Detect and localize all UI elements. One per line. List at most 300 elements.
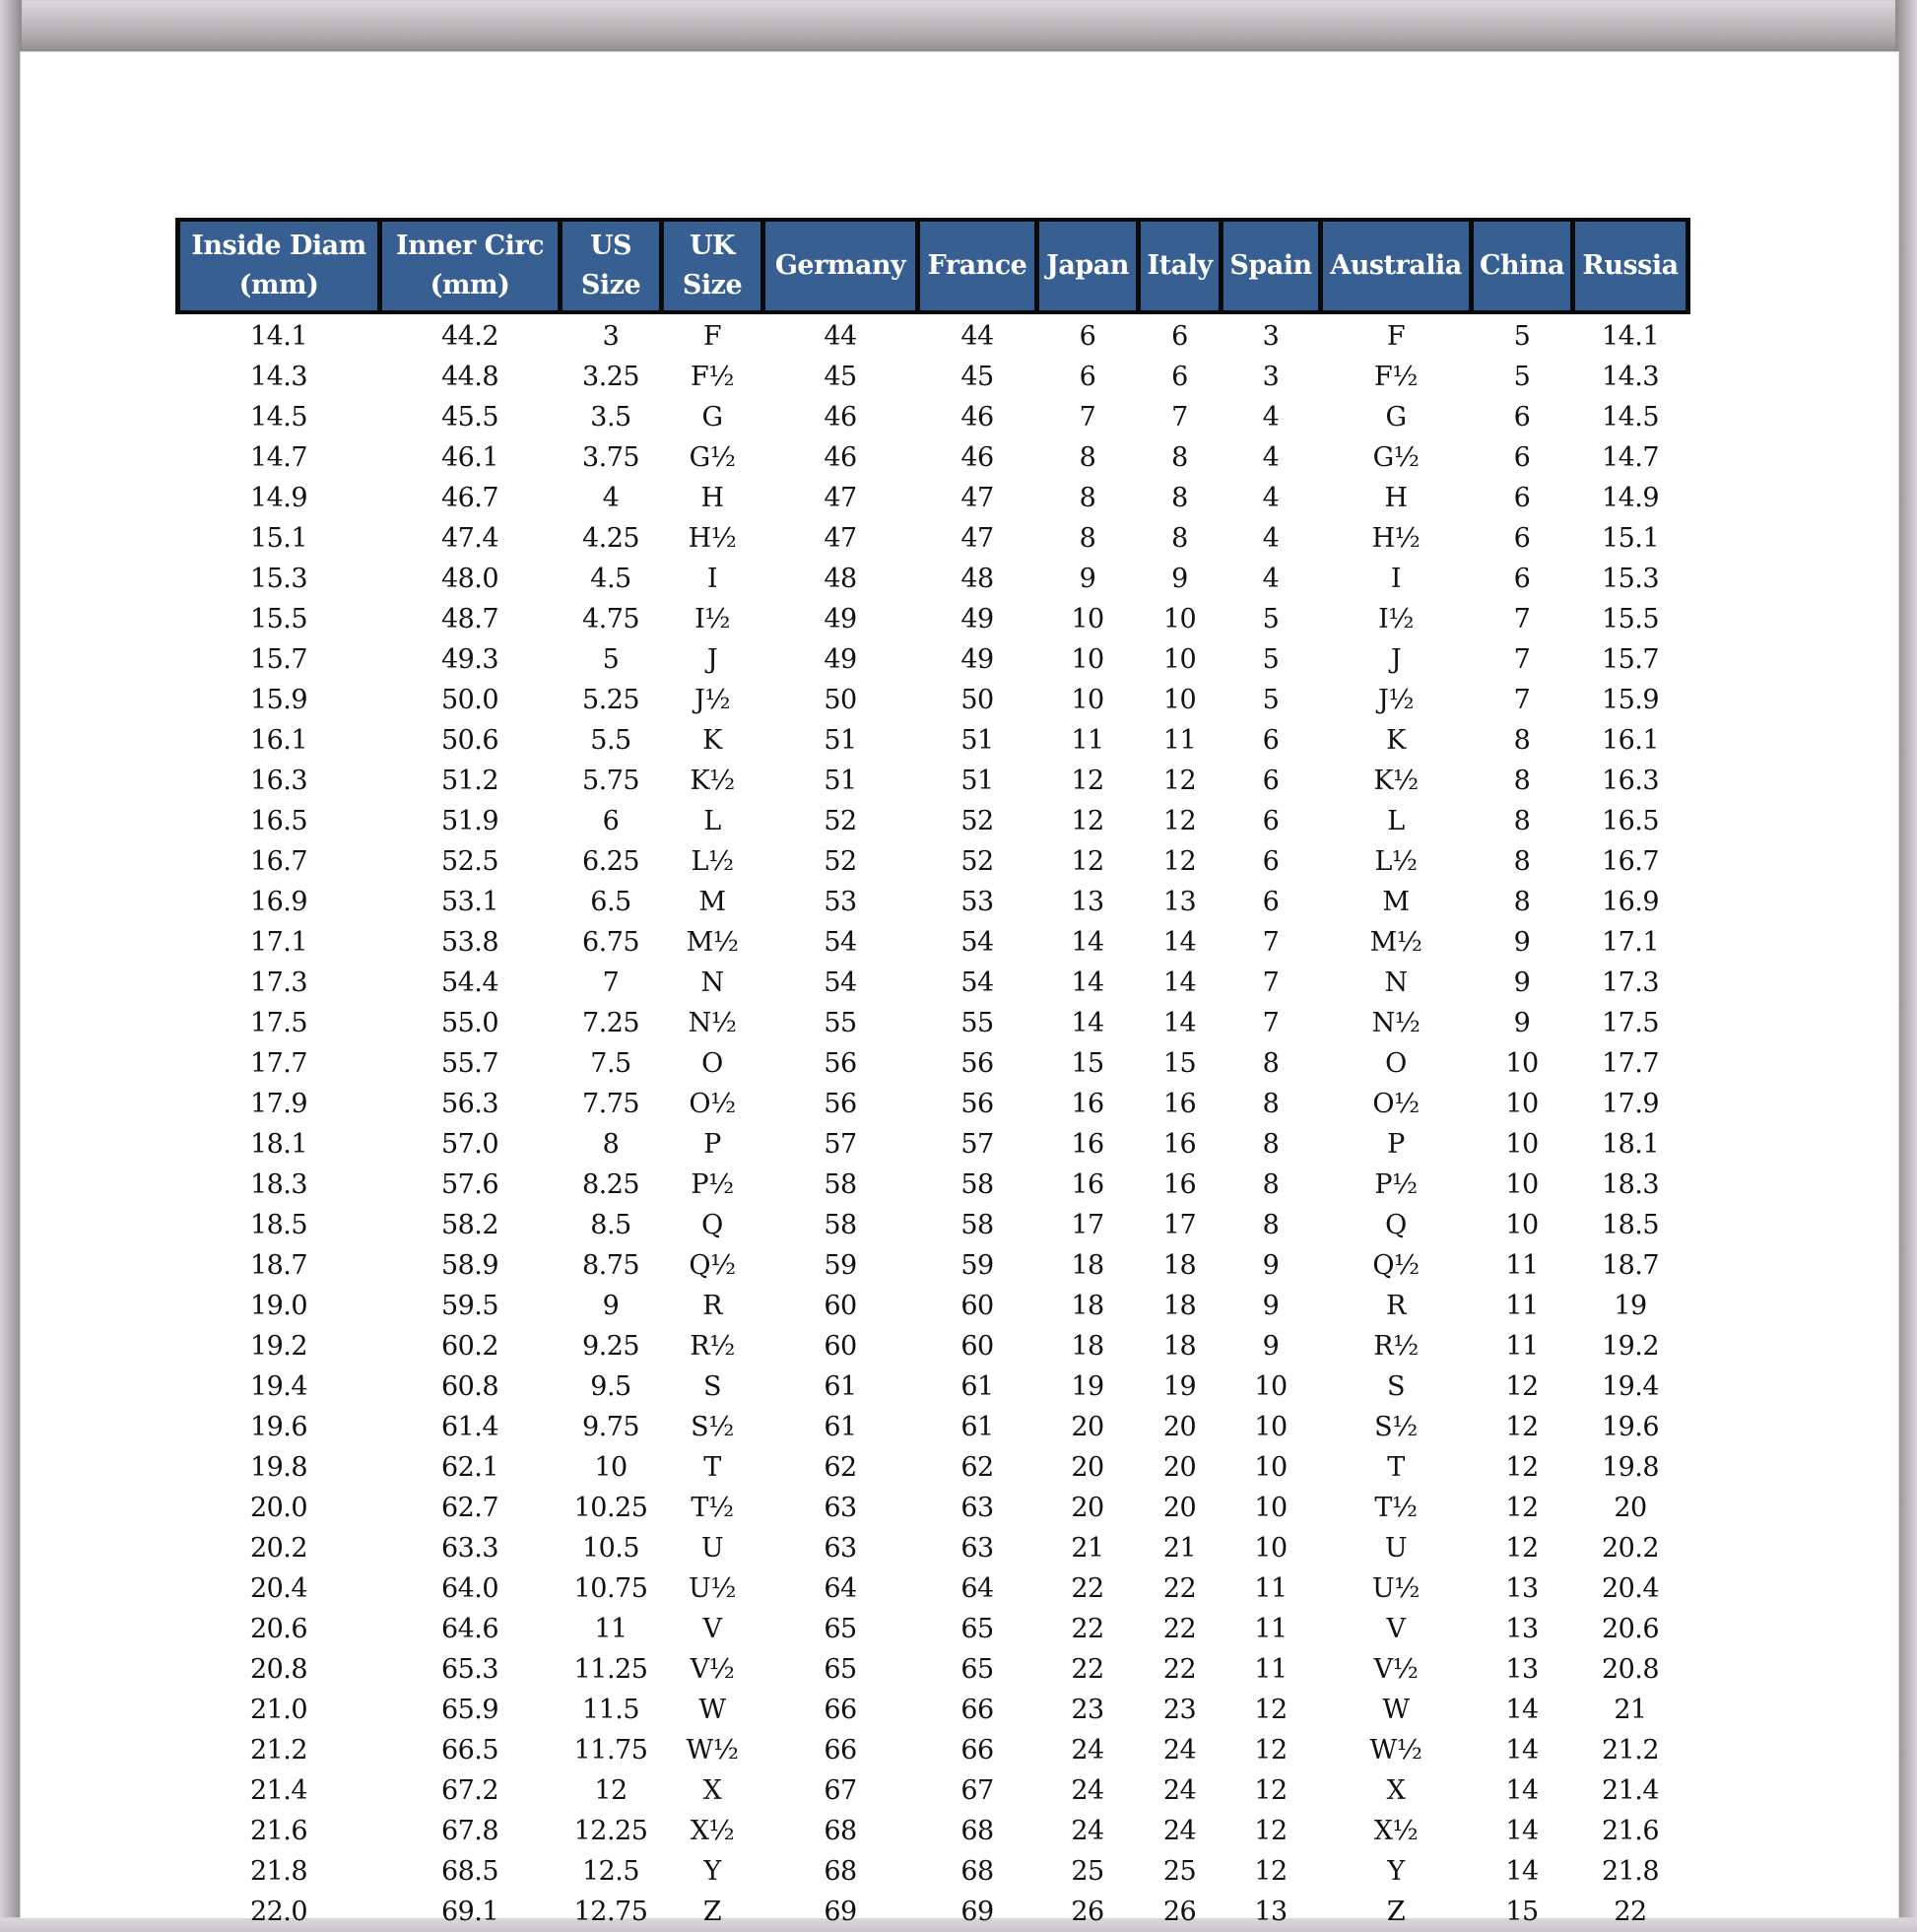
cell-uk-size: P [703, 1129, 721, 1160]
cell-germany: 47 [824, 523, 857, 554]
cell-italy: 8 [1171, 442, 1188, 473]
column-header-line1: Inside Diam [191, 231, 366, 261]
cell-us-size: 4.5 [590, 564, 631, 594]
cell-russia: 15.7 [1601, 644, 1660, 675]
cell-inside-diam: 21.6 [249, 1816, 308, 1846]
cell-germany: 47 [824, 483, 857, 513]
cell-uk-size: I [706, 564, 718, 594]
column-header-line1: Germany [774, 250, 906, 281]
cell-uk-size: O½ [689, 1089, 736, 1119]
cell-france: 56 [960, 1089, 994, 1119]
column-header-line1: Russia [1582, 250, 1679, 281]
cell-russia: 14.5 [1601, 402, 1660, 433]
cell-inside-diam: 16.9 [249, 887, 308, 917]
cell-china: 6 [1513, 483, 1531, 513]
cell-russia: 19.4 [1601, 1371, 1660, 1402]
cell-us-size: 4.75 [581, 604, 640, 634]
ring-size-table [175, 218, 1690, 1932]
cell-spain: 11 [1254, 1573, 1288, 1604]
cell-uk-size: R½ [690, 1331, 735, 1362]
table-row [178, 1609, 1688, 1649]
cell-germany: 67 [824, 1775, 857, 1806]
cell-inside-diam: 20.2 [249, 1533, 308, 1564]
page-shadow-left [0, 0, 22, 1917]
cell-us-size: 11 [594, 1614, 628, 1644]
cell-china: 14 [1505, 1775, 1539, 1806]
column-header-line2: (mm) [430, 270, 510, 300]
cell-france: 60 [960, 1331, 994, 1362]
cell-us-size: 3 [602, 321, 620, 352]
table-body [178, 312, 1688, 1932]
cell-inner-circ: 45.5 [440, 402, 499, 433]
cell-russia: 16.5 [1601, 806, 1660, 836]
cell-inner-circ: 50.6 [440, 725, 499, 756]
table-row [178, 312, 1688, 357]
cell-china: 8 [1513, 887, 1531, 917]
cell-uk-size: H½ [688, 523, 737, 554]
cell-spain: 10 [1254, 1533, 1288, 1564]
column-header-italy [1139, 220, 1222, 312]
cell-inner-circ: 46.1 [440, 442, 499, 473]
cell-australia: F [1386, 321, 1406, 352]
cell-inner-circ: 56.3 [440, 1089, 499, 1119]
table-row [178, 720, 1688, 761]
cell-spain: 11 [1254, 1614, 1288, 1644]
cell-inner-circ: 58.2 [440, 1210, 499, 1240]
cell-italy: 22 [1162, 1614, 1197, 1644]
column-header-inner-circ [380, 220, 561, 312]
cell-australia: M½ [1369, 927, 1422, 958]
cell-china: 6 [1513, 564, 1531, 594]
cell-russia: 16.3 [1601, 766, 1660, 796]
cell-us-size: 12.75 [573, 1897, 648, 1927]
cell-us-size: 12 [594, 1775, 628, 1806]
cell-italy: 10 [1162, 644, 1197, 675]
cell-spain: 9 [1262, 1250, 1280, 1281]
cell-china: 9 [1513, 927, 1531, 958]
cell-france: 65 [960, 1614, 994, 1644]
cell-italy: 21 [1162, 1533, 1197, 1564]
cell-australia: R [1386, 1291, 1406, 1321]
cell-germany: 56 [824, 1048, 857, 1079]
cell-inside-diam: 15.9 [249, 685, 308, 715]
cell-germany: 62 [824, 1452, 857, 1483]
cell-us-size: 5 [602, 644, 620, 675]
column-header-line2: Size [580, 270, 641, 300]
cell-australia: H [1384, 483, 1408, 513]
cell-japan: 20 [1071, 1452, 1104, 1483]
cell-france: 56 [960, 1048, 994, 1079]
table-row [178, 801, 1688, 841]
cell-uk-size: M [698, 887, 726, 917]
cell-france: 51 [960, 766, 994, 796]
cell-inner-circ: 48.7 [440, 604, 499, 634]
column-header-line2: (mm) [238, 270, 319, 300]
cell-china: 8 [1513, 806, 1531, 836]
cell-china: 11 [1505, 1250, 1539, 1281]
column-header-line1: Spain [1229, 250, 1312, 281]
cell-italy: 14 [1162, 967, 1197, 998]
cell-uk-size: W½ [686, 1735, 739, 1765]
cell-france: 60 [960, 1291, 994, 1321]
cell-italy: 12 [1162, 846, 1197, 877]
cell-japan: 16 [1071, 1089, 1104, 1119]
cell-inside-diam: 17.7 [249, 1048, 308, 1079]
cell-russia: 22 [1614, 1897, 1647, 1927]
cell-italy: 15 [1162, 1048, 1197, 1079]
cell-japan: 18 [1071, 1331, 1104, 1362]
cell-inner-circ: 62.1 [440, 1452, 499, 1483]
table-row [178, 761, 1688, 801]
cell-uk-size: L [703, 806, 721, 836]
cell-uk-size: U½ [689, 1573, 736, 1604]
cell-russia: 20.8 [1601, 1654, 1660, 1685]
cell-inside-diam: 17.9 [249, 1089, 308, 1119]
cell-china: 8 [1513, 725, 1531, 756]
cell-china: 7 [1513, 644, 1531, 675]
cell-japan: 6 [1079, 321, 1096, 352]
cell-us-size: 8.5 [590, 1210, 631, 1240]
table-row [178, 1892, 1688, 1932]
table-row [178, 1286, 1688, 1326]
cell-russia: 19.8 [1601, 1452, 1660, 1483]
cell-australia: P½ [1374, 1169, 1418, 1200]
cell-germany: 51 [824, 725, 857, 756]
cell-uk-size: N [700, 967, 724, 998]
cell-australia: S½ [1374, 1412, 1418, 1442]
cell-russia: 17.9 [1601, 1089, 1660, 1119]
cell-uk-size: U [700, 1533, 724, 1564]
cell-inside-diam: 18.7 [249, 1250, 308, 1281]
table-row [178, 559, 1688, 599]
cell-uk-size: Z [702, 1897, 722, 1927]
cell-uk-size: N½ [688, 1008, 737, 1038]
cell-uk-size: K½ [690, 766, 735, 796]
cell-inside-diam: 19.6 [249, 1412, 308, 1442]
cell-inside-diam: 17.3 [249, 967, 308, 998]
cell-australia: S [1387, 1371, 1405, 1402]
cell-inner-circ: 55.7 [440, 1048, 499, 1079]
cell-australia: V½ [1373, 1654, 1419, 1685]
column-header-line1: Italy [1147, 250, 1213, 281]
cell-france: 47 [960, 523, 994, 554]
cell-japan: 12 [1071, 806, 1104, 836]
cell-germany: 69 [824, 1897, 857, 1927]
cell-germany: 54 [824, 967, 857, 998]
column-header-inside-diam [178, 220, 380, 312]
column-header-germany [763, 220, 918, 312]
cell-inside-diam: 19.8 [249, 1452, 308, 1483]
cell-us-size: 4 [602, 483, 620, 513]
cell-inner-circ: 44.2 [440, 321, 499, 352]
cell-uk-size: R [702, 1291, 722, 1321]
cell-germany: 60 [824, 1331, 857, 1362]
cell-germany: 56 [824, 1089, 857, 1119]
table-row [178, 599, 1688, 639]
table-row [178, 518, 1688, 559]
cell-france: 59 [960, 1250, 994, 1281]
cell-uk-size: W [698, 1695, 726, 1725]
cell-france: 45 [960, 362, 994, 392]
cell-japan: 11 [1071, 725, 1104, 756]
cell-france: 67 [960, 1775, 994, 1806]
cell-germany: 54 [824, 927, 857, 958]
cell-france: 66 [960, 1695, 994, 1725]
cell-spain: 9 [1262, 1291, 1280, 1321]
cell-australia: W [1382, 1695, 1410, 1725]
cell-japan: 12 [1071, 846, 1104, 877]
cell-spain: 4 [1262, 483, 1280, 513]
table-row [178, 882, 1688, 922]
cell-inner-circ: 48.0 [440, 564, 499, 594]
cell-italy: 24 [1162, 1735, 1197, 1765]
cell-inside-diam: 19.0 [249, 1291, 308, 1321]
cell-china: 8 [1513, 766, 1531, 796]
cell-us-size: 9 [602, 1291, 620, 1321]
cell-russia: 18.7 [1601, 1250, 1660, 1281]
cell-us-size: 10.25 [573, 1493, 648, 1523]
cell-australia: V [1386, 1614, 1406, 1644]
cell-inner-circ: 64.0 [440, 1573, 499, 1604]
cell-australia: G [1385, 402, 1407, 433]
cell-us-size: 3.25 [581, 362, 640, 392]
table-row [178, 680, 1688, 720]
cell-italy: 26 [1162, 1897, 1197, 1927]
cell-inner-circ: 53.1 [440, 887, 499, 917]
cell-japan: 22 [1071, 1573, 1104, 1604]
table-row [178, 1811, 1688, 1851]
cell-us-size: 10.5 [581, 1533, 640, 1564]
column-header-line1: France [927, 250, 1027, 281]
cell-uk-size: K [702, 725, 722, 756]
column-header-line1: China [1479, 250, 1564, 281]
cell-russia: 21.2 [1601, 1735, 1660, 1765]
cell-china: 9 [1513, 1008, 1531, 1038]
cell-inside-diam: 21.2 [249, 1735, 308, 1765]
cell-us-size: 7.75 [581, 1089, 640, 1119]
cell-japan: 21 [1071, 1533, 1104, 1564]
cell-japan: 6 [1079, 362, 1096, 392]
cell-spain: 11 [1254, 1654, 1288, 1685]
cell-italy: 18 [1162, 1291, 1197, 1321]
cell-uk-size: F [702, 321, 722, 352]
cell-france: 62 [960, 1452, 994, 1483]
cell-australia: K½ [1373, 766, 1419, 796]
cell-italy: 18 [1162, 1250, 1197, 1281]
cell-australia: J [1390, 644, 1402, 675]
column-header-line1: US [589, 231, 632, 261]
cell-japan: 25 [1071, 1856, 1104, 1887]
cell-inner-circ: 52.5 [440, 846, 499, 877]
cell-australia: G½ [1372, 442, 1420, 473]
cell-inside-diam: 15.7 [249, 644, 308, 675]
cell-japan: 18 [1071, 1250, 1104, 1281]
cell-france: 57 [960, 1129, 994, 1160]
cell-japan: 26 [1071, 1897, 1104, 1927]
cell-france: 63 [960, 1533, 994, 1564]
cell-italy: 19 [1162, 1371, 1197, 1402]
cell-spain: 4 [1262, 523, 1280, 554]
cell-uk-size: L½ [691, 846, 734, 877]
cell-japan: 17 [1071, 1210, 1104, 1240]
cell-us-size: 3.75 [581, 442, 640, 473]
cell-uk-size: X½ [690, 1816, 735, 1846]
cell-inside-diam: 16.7 [249, 846, 308, 877]
column-header-us-size [561, 220, 662, 312]
column-header-line1: Japan [1046, 250, 1129, 281]
cell-russia: 18.3 [1601, 1169, 1660, 1200]
cell-uk-size: G½ [689, 442, 736, 473]
cell-spain: 6 [1262, 766, 1280, 796]
cell-australia: I [1390, 564, 1402, 594]
cell-inner-circ: 67.8 [440, 1816, 499, 1846]
cell-inner-circ: 58.9 [440, 1250, 499, 1281]
cell-inner-circ: 61.4 [440, 1412, 499, 1442]
cell-australia: Z [1386, 1897, 1406, 1927]
cell-germany: 64 [824, 1573, 857, 1604]
cell-uk-size: G [701, 402, 723, 433]
cell-inner-circ: 46.7 [440, 483, 499, 513]
cell-russia: 17.3 [1601, 967, 1660, 998]
cell-france: 46 [960, 442, 994, 473]
cell-australia: O½ [1372, 1089, 1420, 1119]
cell-us-size: 6.75 [581, 927, 640, 958]
cell-japan: 12 [1071, 766, 1104, 796]
cell-france: 66 [960, 1735, 994, 1765]
cell-uk-size: Y [703, 1856, 721, 1887]
cell-italy: 24 [1162, 1816, 1197, 1846]
cell-russia: 14.7 [1601, 442, 1660, 473]
cell-france: 55 [960, 1008, 994, 1038]
cell-uk-size: V½ [690, 1654, 735, 1685]
cell-italy: 11 [1162, 725, 1197, 756]
cell-germany: 49 [824, 644, 857, 675]
cell-italy: 16 [1162, 1089, 1197, 1119]
cell-inside-diam: 20.6 [249, 1614, 308, 1644]
cell-china: 10 [1505, 1210, 1539, 1240]
table-row [178, 1003, 1688, 1043]
cell-australia: X [1386, 1775, 1406, 1806]
cell-australia: Q½ [1372, 1250, 1420, 1281]
cell-italy: 6 [1171, 321, 1188, 352]
cell-japan: 20 [1071, 1412, 1104, 1442]
cell-uk-size: M½ [686, 927, 739, 958]
cell-spain: 8 [1262, 1129, 1280, 1160]
cell-france: 68 [960, 1856, 994, 1887]
table-row [178, 1165, 1688, 1205]
cell-inner-circ: 63.3 [440, 1533, 499, 1564]
column-header-line1: UK [689, 231, 735, 261]
cell-china: 12 [1505, 1412, 1539, 1442]
column-header-china [1472, 220, 1573, 312]
cell-australia: H½ [1371, 523, 1421, 554]
table-row [178, 1851, 1688, 1892]
cell-china: 7 [1513, 604, 1531, 634]
column-header-russia [1573, 220, 1688, 312]
table-row [178, 437, 1688, 478]
cell-inner-circ: 66.5 [440, 1735, 499, 1765]
cell-russia: 14.3 [1601, 362, 1660, 392]
cell-us-size: 10.75 [573, 1573, 648, 1604]
cell-germany: 46 [824, 442, 857, 473]
cell-spain: 12 [1254, 1695, 1288, 1725]
cell-inner-circ: 44.8 [440, 362, 499, 392]
cell-japan: 10 [1071, 604, 1104, 634]
table-row [178, 397, 1688, 437]
cell-inside-diam: 20.8 [249, 1654, 308, 1685]
cell-uk-size: Q½ [689, 1250, 736, 1281]
cell-inside-diam: 15.3 [249, 564, 308, 594]
cell-australia: L½ [1374, 846, 1418, 877]
cell-italy: 13 [1162, 887, 1197, 917]
cell-australia: I½ [1378, 604, 1414, 634]
column-header-japan [1037, 220, 1139, 312]
cell-australia: M [1382, 887, 1410, 917]
cell-germany: 68 [824, 1816, 857, 1846]
cell-us-size: 3.5 [590, 402, 631, 433]
cell-inside-diam: 14.1 [249, 321, 308, 352]
cell-germany: 45 [824, 362, 857, 392]
cell-japan: 8 [1079, 483, 1096, 513]
cell-australia: F½ [1374, 362, 1418, 392]
cell-us-size: 6.5 [590, 887, 631, 917]
cell-italy: 14 [1162, 927, 1197, 958]
cell-russia: 19.6 [1601, 1412, 1660, 1442]
cell-italy: 10 [1162, 604, 1197, 634]
cell-uk-size: O [701, 1048, 723, 1079]
cell-japan: 8 [1079, 523, 1096, 554]
cell-russia: 17.1 [1601, 927, 1660, 958]
cell-us-size: 12.25 [573, 1816, 648, 1846]
table-row [178, 1205, 1688, 1245]
cell-uk-size: Q [701, 1210, 723, 1240]
cell-australia: R½ [1373, 1331, 1419, 1362]
cell-germany: 65 [824, 1614, 857, 1644]
cell-russia: 20.6 [1601, 1614, 1660, 1644]
cell-inside-diam: 20.4 [249, 1573, 308, 1604]
cell-russia: 20.4 [1601, 1573, 1660, 1604]
cell-france: 61 [960, 1371, 994, 1402]
cell-us-size: 6.25 [581, 846, 640, 877]
cell-russia: 21.4 [1601, 1775, 1660, 1806]
cell-russia: 15.3 [1601, 564, 1660, 594]
cell-us-size: 4.25 [581, 523, 640, 554]
cell-china: 5 [1513, 321, 1531, 352]
cell-italy: 16 [1162, 1129, 1197, 1160]
cell-germany: 51 [824, 766, 857, 796]
cell-france: 50 [960, 685, 994, 715]
cell-inside-diam: 17.1 [249, 927, 308, 958]
column-header-line1: Australia [1330, 250, 1462, 281]
cell-uk-size: S½ [691, 1412, 734, 1442]
cell-spain: 4 [1262, 402, 1280, 433]
cell-france: 52 [960, 846, 994, 877]
table-row [178, 1043, 1688, 1084]
cell-germany: 48 [824, 564, 857, 594]
cell-japan: 24 [1071, 1816, 1104, 1846]
cell-us-size: 8.25 [581, 1169, 640, 1200]
cell-inner-circ: 65.3 [440, 1654, 499, 1685]
cell-japan: 13 [1071, 887, 1104, 917]
cell-inner-circ: 49.3 [440, 644, 499, 675]
table-row [178, 1770, 1688, 1811]
cell-inner-circ: 67.2 [440, 1775, 499, 1806]
cell-russia: 18.5 [1601, 1210, 1660, 1240]
cell-spain: 7 [1262, 1008, 1280, 1038]
cell-japan: 14 [1071, 967, 1104, 998]
cell-us-size: 12.5 [581, 1856, 640, 1887]
cell-australia: J½ [1378, 685, 1414, 715]
